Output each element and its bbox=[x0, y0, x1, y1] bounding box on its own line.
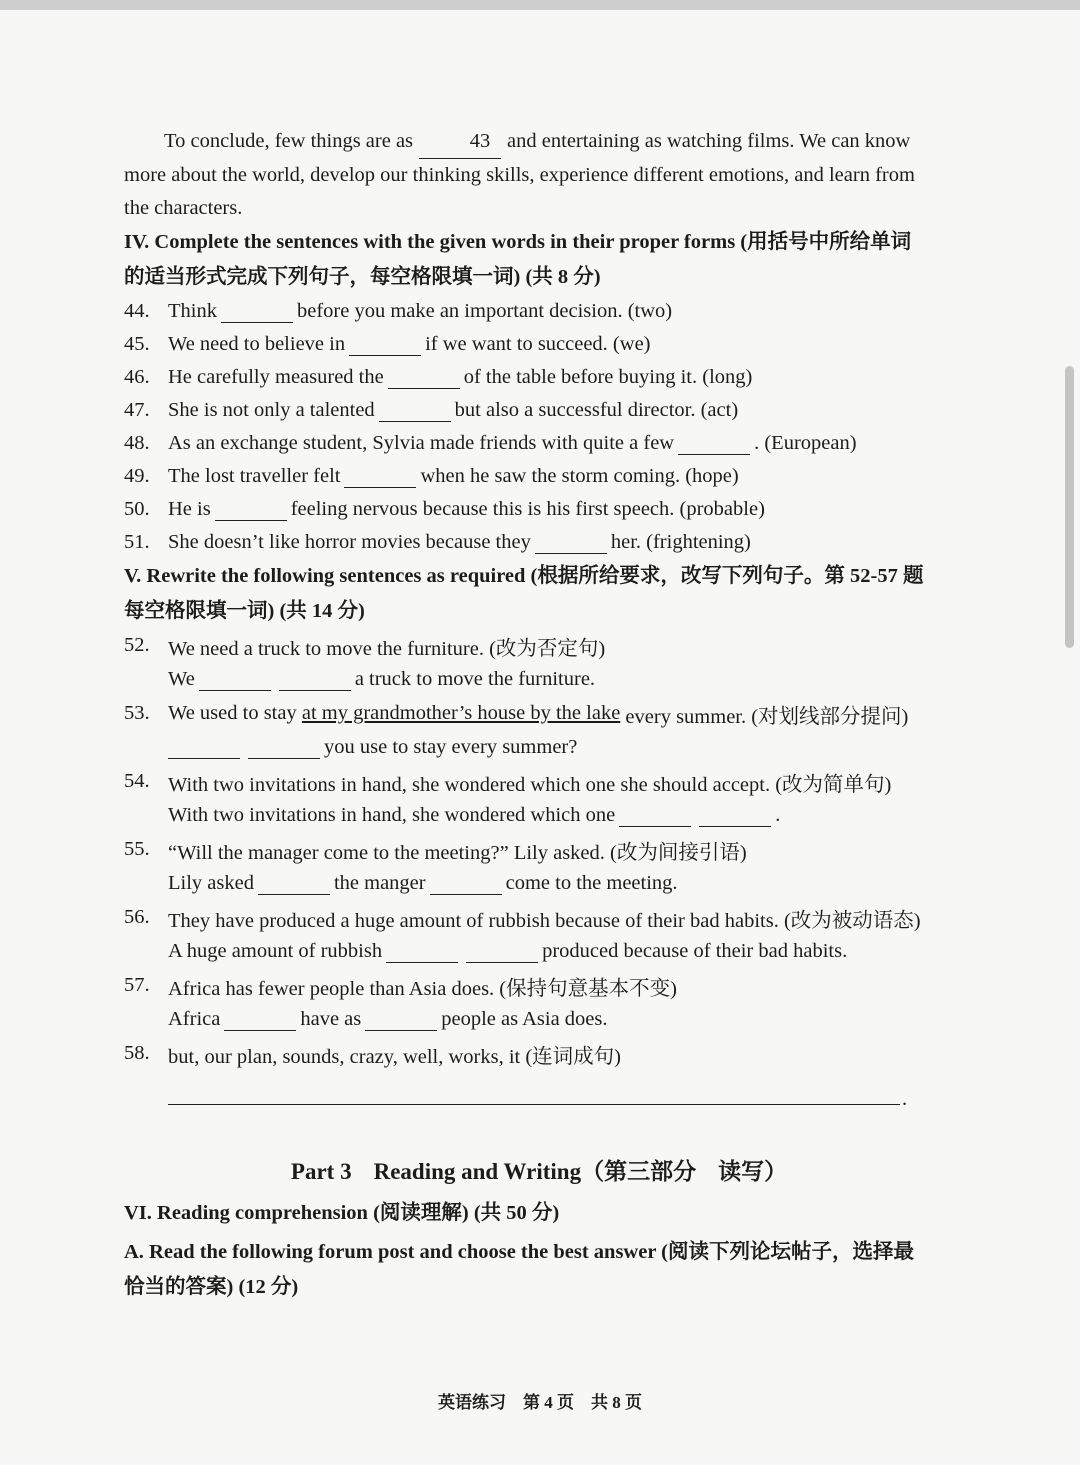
question-49: 49. The lost traveller felt when he saw the storm coming. (hope) bbox=[124, 465, 739, 487]
question-54: 54. With two invitations in hand, she wondered which one she should accept. (改为简单句) bbox=[124, 770, 892, 796]
question-55: 55. “Will the manager come to the meeting?” Lily asked. (改为间接引语) bbox=[124, 838, 747, 864]
intro-paragraph: To conclude, few things are as 43 and entertaining as watching films. We can know more about the world, develop our thinking skills, experience different emotions, and learn from the characters. bbox=[124, 125, 924, 225]
section-v-title: V. Rewrite the following sentences as required (根据所给要求，改写下列句子。第 52-57 题每空格限填一词) (共 14 分) bbox=[124, 565, 924, 622]
page-footer: 英语练习 第 4 页 共 8 页 bbox=[438, 1393, 642, 1412]
question-56-answer: A huge amount of rubbish produced because of their bad habits. bbox=[168, 940, 848, 962]
section-iv-title: IV. Complete the sentences with the given words in their proper forms (用括号中所给单词的适当形式完成下列句子，每空格限填一词) (共 8 分) bbox=[124, 231, 912, 288]
section-vi-title: VI. Reading comprehension (阅读理解) (共 50 分) bbox=[124, 1202, 560, 1224]
question-58-answer-line: . bbox=[168, 1082, 924, 1116]
question-55-answer: Lily asked the manger come to the meeting. bbox=[168, 872, 678, 894]
question-58: 58. but, our plan, sounds, crazy, well, works, it (连词成句) bbox=[124, 1042, 622, 1068]
section-vi-a-instructions: A. Read the following forum post and choose the best answer (阅读下列论坛帖子，选择最恰当的答案) (12 分) bbox=[124, 1241, 915, 1298]
underlined-phrase: at my grandmother’s house by the lake bbox=[301, 702, 621, 724]
top-bar bbox=[0, 0, 1080, 10]
question-57: 57. Africa has fewer people than Asia does. (保持句意基本不变) bbox=[124, 974, 677, 1000]
question-56: 56. They have produced a huge amount of rubbish because of their bad habits. (改为被动语态) bbox=[124, 906, 921, 932]
question-52-answer: We a truck to move the furniture. bbox=[168, 668, 596, 690]
part-3-heading: Part 3 Reading and Writing（第三部分 读写） bbox=[290, 1159, 788, 1184]
question-57-answer: Africa have as people as Asia does. bbox=[168, 1008, 608, 1030]
question-53-answer: you use to stay every summer? bbox=[124, 730, 924, 765]
blank-43: 43 bbox=[419, 125, 501, 159]
question-52: 52. We need a truck to move the furniture. (改为否定句) bbox=[124, 634, 606, 660]
question-46: 46. He carefully measured the of the table before buying it. (long) bbox=[124, 366, 753, 388]
question-47: 47. She is not only a talented but also a successful director. (act) bbox=[124, 399, 739, 421]
question-51: 51. She doesn’t like horror movies because they her. (frightening) bbox=[124, 531, 751, 553]
scrollbar-thumb[interactable] bbox=[1065, 366, 1074, 648]
question-53: 53. We used to stay at my grandmother’s house by the lake every summer. (对划线部分提问) bbox=[124, 702, 909, 728]
question-54-answer: With two invitations in hand, she wondered which one . bbox=[168, 804, 781, 826]
question-44: 44. Think before you make an important decision. (two) bbox=[124, 300, 673, 322]
question-48: 48. As an exchange student, Sylvia made friends with quite a few . (European) bbox=[124, 432, 857, 454]
exam-page bbox=[124, 125, 924, 1305]
question-50: 50. He is feeling nervous because this is his first speech. (probable) bbox=[124, 498, 765, 520]
question-45: 45. We need to believe in if we want to succeed. (we) bbox=[124, 333, 651, 355]
